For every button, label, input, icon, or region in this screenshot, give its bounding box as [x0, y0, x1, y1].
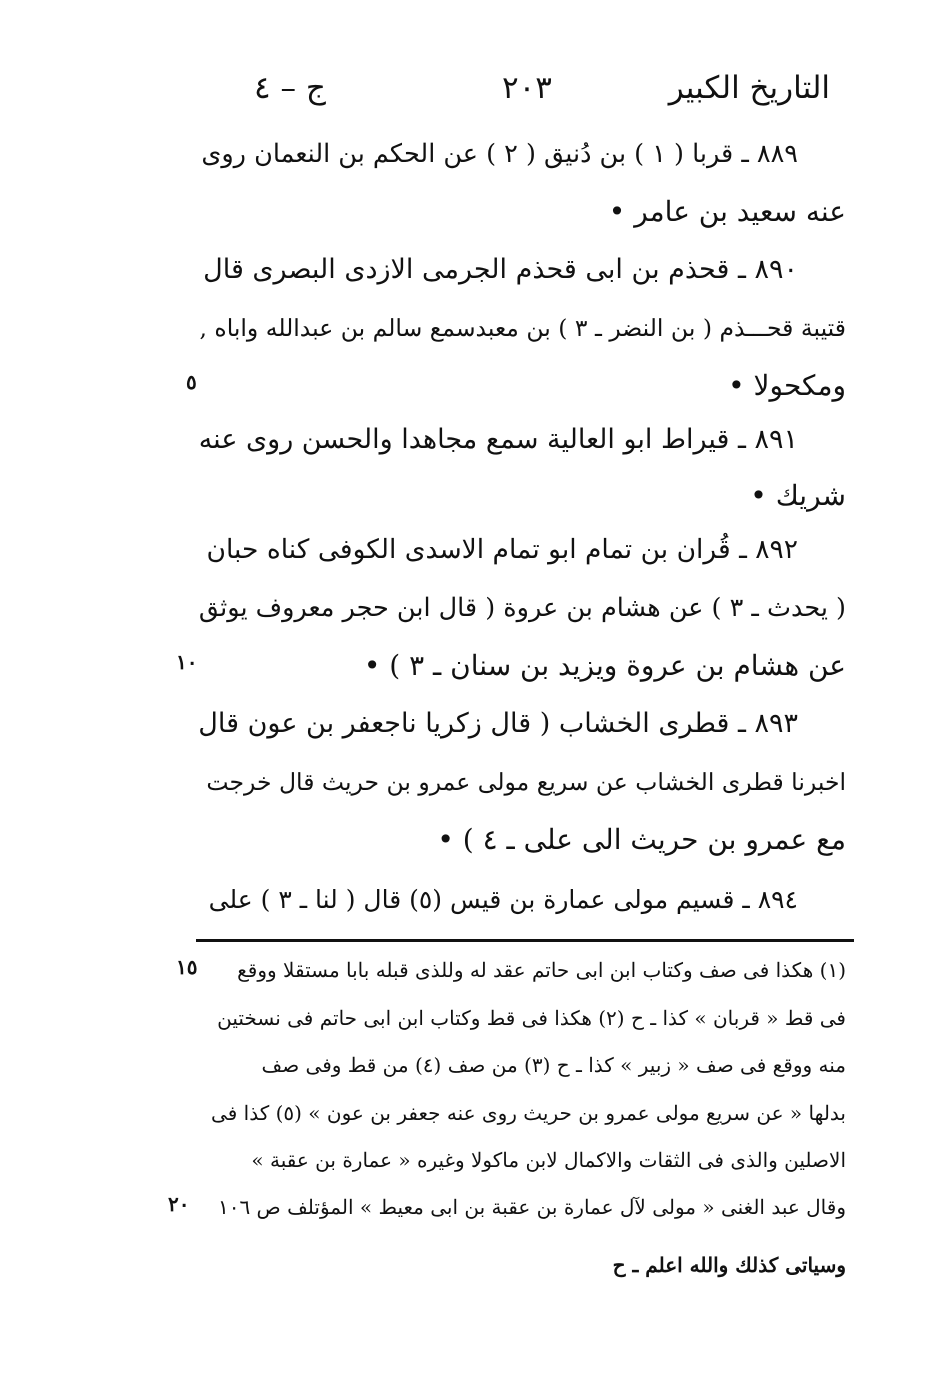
page-header — [240, 62, 830, 118]
footnote-line-7: وسياتى كذلك والله اعلم ـ ح — [612, 1253, 846, 1277]
footnote-line-3: منه ووقع فى صف « زبير » كذا ـ ح (٣) من صف (٤) من قط وفى صف — [261, 1053, 846, 1077]
line-number-20: ٢٠ — [168, 1192, 190, 1216]
entry-893-line-2: اخبرنا قطرى الخشاب عن سريع مولى عمرو بن حريث قال خرجت — [206, 768, 846, 796]
entry-891-line-2: شريك • — [750, 479, 846, 512]
line-number-15: ١٥ — [176, 955, 198, 979]
footnote-line-2: فى قط « قربان » كذا ـ ح (٢) هكذا فى قط وكتاب ابن ابى حاتم فى نسختين — [217, 1006, 846, 1030]
footnote-line-1: (١) هكذا فى صف وكتاب ابن ابى حاتم عقد له وللذى قبله بابا مستقلا ووقع — [237, 958, 846, 982]
entry-892-line-2: ( يحدث ـ ٣ ) عن هشام بن عروة ( قال ابن حجر معروف يوثق — [198, 593, 846, 623]
entry-892-line-3: عن هشام بن عروة ويزيد بن سنان ـ ٣ ) • — [363, 649, 846, 682]
entry-892-line-1: ٨٩٢ ـ قُران بن تمام ابو تمام الاسدى الكوفى كناه حبان — [206, 534, 798, 565]
entry-890-line-2: قتيبة قحـــذم ( بن النضر ـ ٣ ) بن معبدسمع سالم بن عبدالله واباه , — [199, 314, 846, 342]
entry-893-line-1: ٨٩٣ ـ قطرى الخشاب ( قال زكريا ناجعفر بن عون قال — [198, 708, 798, 739]
line-number-5: ٥ — [186, 370, 197, 394]
volume-label: ج – ٤ — [254, 70, 326, 106]
page-number: ٢٠٣ — [502, 70, 552, 106]
footnote-line-5: الاصلين والذى فى الثقات والاكمال لابن ماكولا وغيره « عمارة بن عقبة » — [251, 1148, 846, 1172]
entry-890-line-1: ٨٩٠ ـ قحذم بن ابى قحذم الجرمى الازدى البصرى قال — [203, 254, 798, 285]
line-number-10: ١٠ — [176, 650, 198, 674]
entry-893-line-3: مع عمرو بن حريث الى على ـ ٤ ) • — [437, 823, 846, 856]
entry-890-line-3: ومكحولا • — [728, 369, 846, 402]
entry-891-line-1: ٨٩١ ـ قيراط ابو العالية سمع مجاهدا والحسن روى عنه — [198, 424, 798, 455]
footnote-separator — [196, 939, 854, 942]
footnote-line-6: وقال عبد الغنى « مولى لآل عمارة بن عقبة بن ابى معيط » المؤتلف ص ١٠٦ — [217, 1195, 846, 1219]
book-title: التاريخ الكبير — [668, 70, 830, 106]
entry-889-line-2: عنه سعيد بن عامر • — [608, 195, 846, 228]
entry-894-line-1: ٨٩٤ ـ قسيم مولى عمارة بن قيس (٥) قال ( لنا ـ ٣ ) على — [208, 885, 798, 914]
entry-889-line-1: ٨٨٩ ـ قربا ( ١ ) بن دُنيق ( ٢ ) عن الحكم بن النعمان روى — [201, 139, 798, 169]
footnote-line-4: بدلها « عن سريع مولى عمرو بن حريث روى عنه جعفر بن عون » (٥) كذا فى — [211, 1101, 846, 1125]
